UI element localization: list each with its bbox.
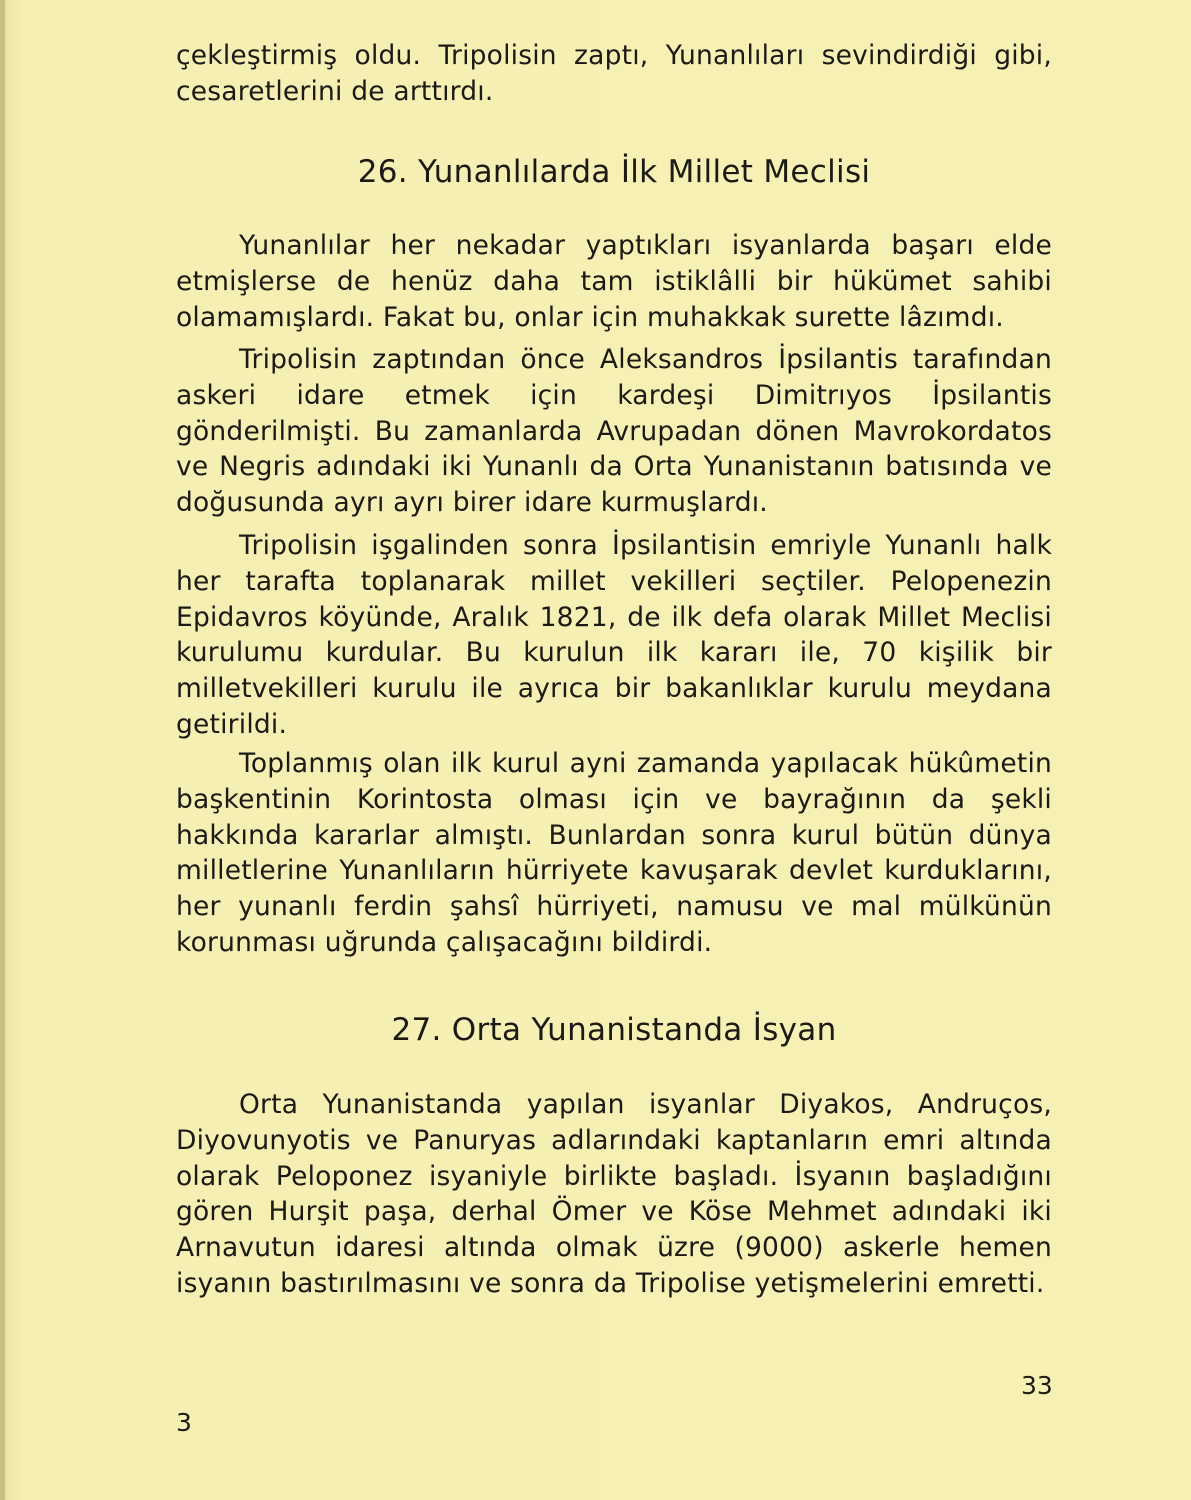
section-26-paragraph-1: Yunanlılar her nekadar yaptıkları isyanlarda başarı elde etmişlerse de henüz daha tam istiklâlli bir hükümet sahibi olamamışlardı. Fakat bu, onlar için muhakkak surette lâzımdı. (176, 230, 1052, 333)
page-number: 33 (1021, 1371, 1053, 1400)
section-26-heading: 26. Yunanlılarda İlk Millet Meclisi (357, 154, 871, 190)
signature-mark: 3 (176, 1408, 192, 1437)
intro-continuation-paragraph: çekleştirmiş oldu. Tripolisin zaptı, Yunanlıları sevindirdiği gibi, cesaretlerini de arttırdı. (176, 40, 1052, 107)
section-26-paragraph-3: Tripolisin işgalinden sonra İpsilantisin emriyle Yunanlı halk her tarafta toplanarak millet vekilleri seçtiler. Pelopenezin Epidavros köyünde, Aralık 1821, de ilk defa olarak Millet Meclisi kurulumu kurdular. Bu kurulun ilk kararı ile, 70 kişilik bir milletvekilleri kurulu ile ayrıca bir bakanlıklar kurulu meydana getirildi. (176, 530, 1052, 740)
section-26-paragraph-4: Toplanmış olan ilk kurul ayni zamanda yapılacak hükûmetin başkentinin Korintosta olması için ve bayrağının da şekli hakkında kararlar almıştı. Bunlardan sonra kurul bütün dünya milletlerine Yunanlıların hürriyete kavuşarak devlet kurduklarını, her yunanlı ferdin şahsî hürriyeti, namusu ve mal mülkünün korunması uğrunda çalışacağını bildirdi. (176, 748, 1052, 958)
section-27-heading: 27. Orta Yunanistanda İsyan (391, 1012, 837, 1048)
section-26-paragraph-2: Tripolisin zaptından önce Aleksandros İpsilantis tarafından askeri idare etmek için kardeşi Dimitrıyos İpsilantis gönderilmişti. Bu zamanlarda Avrupadan dönen Mavrokordatos ve Negris adındaki iki Yunanlı da Orta Yunanistanın batısında ve doğusunda ayrı ayrı birer idare kurmuşlardı. (176, 344, 1052, 519)
section-27-paragraph-1: Orta Yunanistanda yapılan isyanlar Diyakos, Andruços, Diyovunyotis ve Panuryas adlarındaki kaptanların emri altında olarak Peloponez isyaniyle birlikte başladı. İsyanın başladığını gören Hurşit paşa, derhal Ömer ve Köse Mehmet adındaki iki Arnavutun idaresi altında olmak üzre (9000) askerle hemen isyanın bastırılmasını ve sonra da Tripolise yetişmelerini emretti. (176, 1089, 1052, 1299)
page-spine-edge (0, 0, 5, 1500)
